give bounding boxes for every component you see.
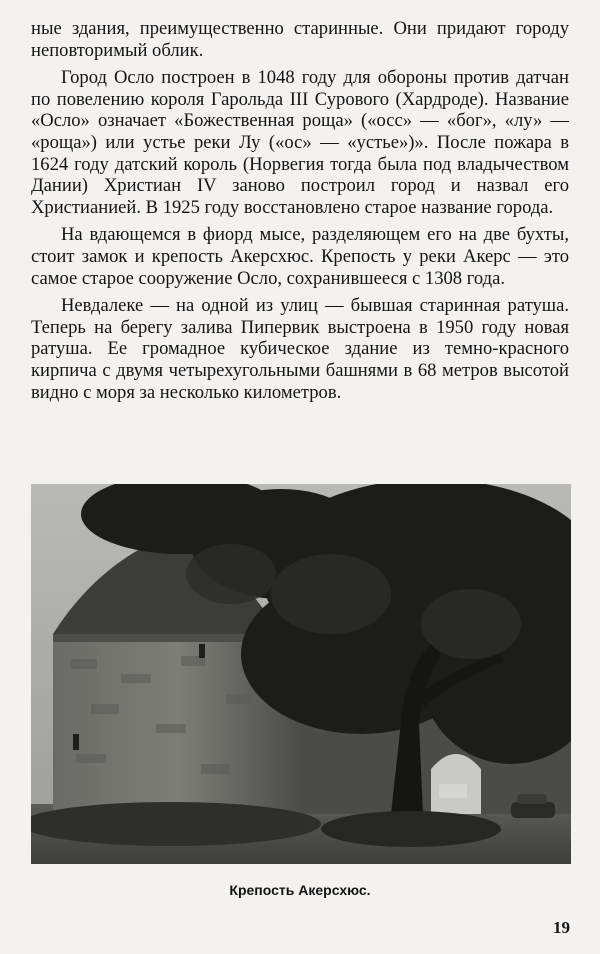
page-number: 19: [553, 918, 570, 937]
photo-caption: Крепость Акерсхюс.: [229, 882, 371, 898]
paragraph-continuation: ные здания, преимущественно старинные. Они придают городу неповторимый облик.: [31, 18, 569, 61]
akershus-fortress-photo: [31, 484, 571, 864]
body-text: [31, 18, 569, 403]
paragraph-akershus: На вдающемся в фиорд мысе, разделяющем его на две бухты, стоит замок и крепость Акерсхюс. Крепость у реки Акерс — это самое старое сооружение Осло, сохранившееся с 1308 года.: [31, 224, 569, 289]
paragraph-oslo-history: Город Осло построен в 1048 году для обороны против датчан по повелению короля Гарольда III Сурового (Хардроде). Название «Осло» означает «Божественная роща» («осс» — «бог», «лу» — «роща») или устье реки Лу («ос» — «устье»)». После пожара в 1624 году датский король (Норвегия тогда была под владычеством Дании) Христиан IV заново построил город и назвал его Христианией. В 1925 году восстановлено старое название города.: [31, 67, 569, 218]
paragraph-town-hall: Невдалеке — на одной из улиц — бывшая старинная ратуша. Теперь на берегу залива Пипервик выстроена в 1950 году новая ратуша. Ее громадное кубическое здание из темно-красного кирпича с двумя четырехугольными башнями в 68 метров высотой видно с моря за несколько километров.: [31, 295, 569, 403]
